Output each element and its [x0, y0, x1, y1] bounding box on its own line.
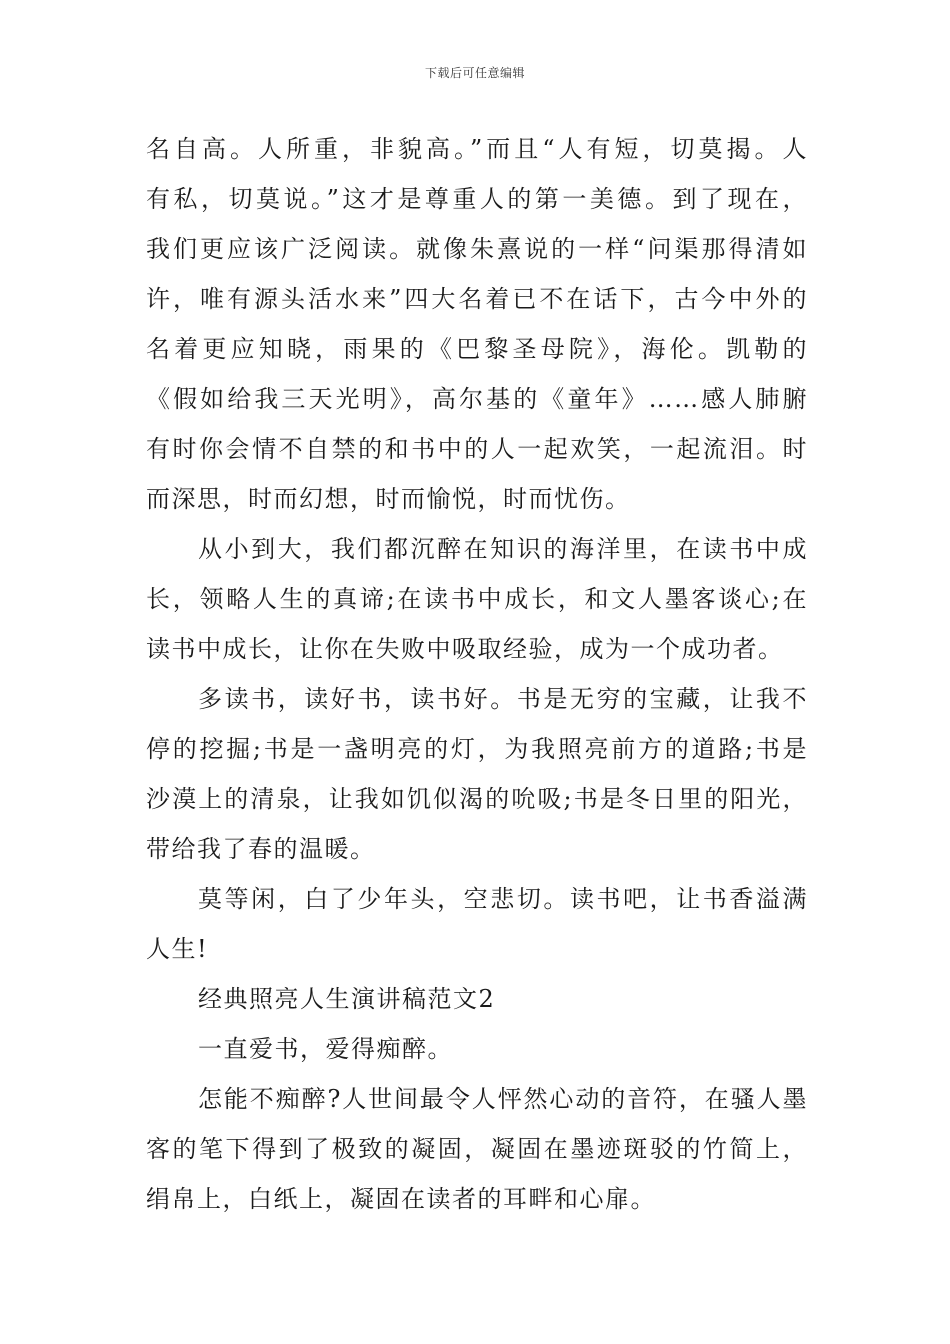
text-line: 怎能不痴醉?人世间最令人怦然心动的音符，在骚人墨 — [198, 1085, 808, 1113]
text-line: 人生! — [146, 935, 209, 963]
text-line: 从小到大，我们都沉醉在知识的海洋里，在读书中成 — [198, 535, 808, 563]
text-line: 带给我了春的温暖。 — [146, 835, 376, 863]
text-line: 经典照亮人生演讲稿范文2 — [198, 985, 496, 1013]
text-line: 名自高。人所重，非貌高。”而且“人有短，切莫揭。人 — [146, 135, 808, 163]
text-line: 长，领略人生的真谛;在读书中成长，和文人墨客谈心;在 — [146, 585, 808, 613]
text-line: 而深思，时而幻想，时而愉悦，时而忧伤。 — [146, 485, 631, 513]
text-line: 我们更应该广泛阅读。就像朱熹说的一样“问渠那得清如 — [146, 235, 808, 263]
text-line: 客的笔下得到了极致的凝固，凝固在墨迹斑驳的竹简上， — [146, 1135, 808, 1163]
text-line: 绢帛上，白纸上，凝固在读者的耳畔和心扉。 — [146, 1185, 656, 1213]
text-line: 名着更应知晓，雨果的《巴黎圣母院》，海伦。凯勒的 — [146, 335, 808, 363]
text-line: 读书中成长，让你在失败中吸取经验，成为一个成功者。 — [146, 635, 784, 663]
text-line: 《假如给我三天光明》，高尔基的《童年》……感人肺腑 — [146, 385, 808, 413]
page-header: 下载后可任意编辑 — [424, 66, 525, 80]
text-line: 多读书，读好书，读书好。书是无穷的宝藏，让我不 — [198, 685, 808, 713]
document-body — [146, 124, 808, 1224]
text-line: 莫等闲，白了少年头，空悲切。读书吧，让书香溢满 — [198, 885, 808, 913]
text-line: 许，唯有源头活水来”四大名着已不在话下，古今中外的 — [146, 285, 808, 313]
text-line: 停的挖掘;书是一盏明亮的灯，为我照亮前方的道路;书是 — [146, 735, 808, 763]
text-line: 沙漠上的清泉，让我如饥似渴的吮吸;书是冬日里的阳光， — [146, 785, 808, 813]
text-line: 有时你会情不自禁的和书中的人一起欢笑，一起流泪。时 — [146, 435, 808, 463]
text-line: 一直爱书，爱得痴醉。 — [198, 1035, 453, 1063]
text-line: 有私，切莫说。”这才是尊重人的第一美德。到了现在， — [146, 185, 808, 213]
